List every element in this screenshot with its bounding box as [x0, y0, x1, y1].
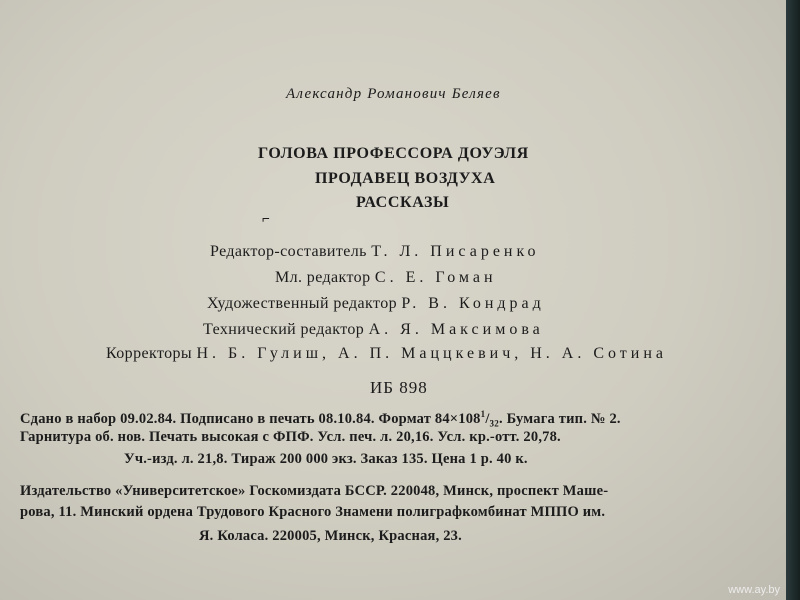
dash-mark: ⌐: [262, 212, 270, 227]
credit-label: Редактор-составитель: [210, 243, 367, 260]
credit-name: Н. Б. Гулиш, А. П. Маццкевич, Н. А. Сотина: [196, 345, 668, 362]
ib-number: ИБ 898: [370, 378, 428, 397]
credit-compiler-editor: [210, 243, 539, 261]
format-subscript: 32: [489, 418, 499, 429]
book-title-1: ГОЛОВА ПРОФЕССОРА ДОУЭЛЯ: [258, 145, 529, 162]
book-spine-edge: [786, 0, 800, 600]
imprint-line-1: Сдано в набор 09.02.84. Подписано в печать 08.10.84. Формат $84\times 108^1/_{32}$. Бумага тип. № 2.: [20, 409, 621, 429]
publisher-line-2: рова, 11. Минский ордена Трудового Красного Знамени полиграфкомбинат МППО им.: [20, 504, 606, 520]
credit-name: Т. Л. Писаренко: [371, 243, 540, 260]
credit-tech-editor: [203, 321, 544, 339]
book-title-3: РАССКАЗЫ: [356, 194, 450, 211]
imprint-line-2: Гарнитура об. нов. Печать высокая с ФПФ. Усл. печ. л. 20,16. Усл. кр.-отт. 20,78.: [20, 429, 561, 445]
publisher-line-1: Издательство «Университетское» Госкомиздата БССР. 220048, Минск, проспект Маше-: [20, 483, 609, 499]
credit-label: Корректоры: [106, 345, 193, 362]
credit-label: Технический редактор: [203, 321, 365, 338]
site-watermark: www.ay.by: [728, 584, 780, 596]
credit-name: А. Я. Максимова: [368, 321, 544, 338]
credit-label: Художественный редактор: [207, 295, 397, 312]
credit-name: С. Е. Гоман: [374, 269, 497, 286]
credit-name: Р. В. Кондрад: [401, 295, 545, 312]
credit-proofreaders: [106, 345, 667, 363]
book-title-2: ПРОДАВЕЦ ВОЗДУХА: [315, 170, 496, 187]
publisher-line-3: Я. Коласа. 220005, Минск, Красная, 23.: [199, 528, 462, 544]
credit-art-editor: [207, 295, 545, 313]
author-name: Александр Романович Беляев: [286, 86, 501, 102]
imprint-line-3: Уч.-изд. л. 21,8. Тираж 200 000 экз. Заказ 135. Цена 1 р. 40 к.: [124, 451, 528, 467]
format-superscript: 1: [480, 409, 486, 419]
imprint-text: Сдано в набор 09.02.84. Подписано в печать 08.10.84. Формат 84×108: [20, 410, 481, 427]
imprint-text: . Бумага тип. № 2.: [498, 410, 621, 427]
credit-junior-editor: [275, 269, 497, 287]
credit-label: Мл. редактор: [275, 269, 371, 286]
